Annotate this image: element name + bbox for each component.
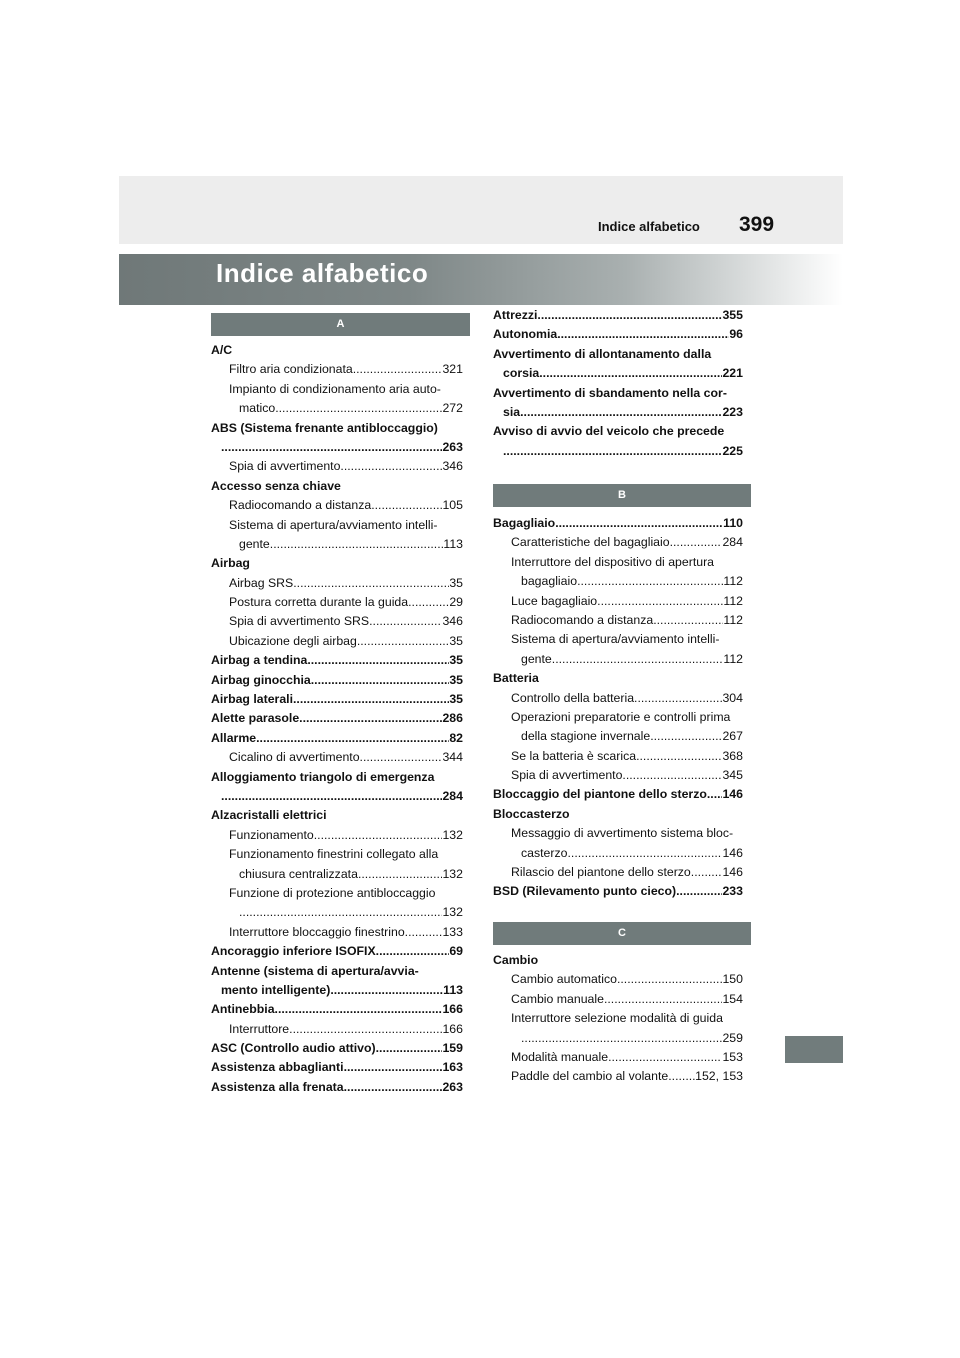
index-entry (211, 806, 463, 825)
entry-term: Attrezzi (493, 308, 538, 322)
entry-page-ref: 166 (442, 1002, 463, 1017)
entry-page-ref: 112 (723, 593, 743, 608)
entry-leader-dots (353, 360, 443, 379)
entry-term: Cambio (493, 953, 539, 967)
entry-term: matico (239, 401, 276, 416)
index-entry (211, 1020, 463, 1039)
entry-leader-dots (650, 727, 722, 746)
index-entry (493, 1029, 743, 1048)
index-entry (493, 533, 743, 552)
entry-page-ref: 368 (722, 748, 743, 763)
entry-term: Alzacristalli elettrici (211, 808, 327, 823)
index-entry (211, 923, 463, 942)
index-column-right-b (493, 514, 743, 902)
index-entry (493, 785, 743, 804)
entry-leader-dots (314, 826, 443, 845)
entry-term: Cambio manuale (511, 991, 604, 1006)
entry-page-ref: 35 (449, 692, 463, 707)
entry-leader-dots (405, 923, 443, 942)
entry-page-ref: 263 (442, 439, 463, 454)
index-entry (211, 457, 463, 476)
index-entry (211, 399, 463, 418)
entry-page-ref: 133 (442, 924, 463, 939)
entry-leader-dots (307, 651, 449, 670)
index-entry (211, 845, 463, 864)
index-entry (493, 824, 743, 843)
index-entry (211, 962, 463, 981)
index-column-left (211, 341, 463, 1097)
entry-leader-dots (376, 1039, 443, 1058)
entry-term: Rilascio del piantone dello sterzo (511, 865, 691, 880)
entry-term: ASC (Controllo audio attivo) (211, 1041, 376, 1056)
index-entry (211, 671, 463, 690)
entry-page-ref: 163 (442, 1060, 463, 1075)
page-title: Indice alfabetico (216, 258, 429, 288)
index-entry (211, 612, 463, 631)
entry-term: Interruttore selezione modalità di guida (511, 1011, 723, 1026)
index-entry (493, 384, 743, 403)
entry-page-ref: 286 (442, 711, 463, 726)
entry-term: Avvertimento di allontanamento dalla (493, 346, 712, 361)
header-band (119, 176, 843, 244)
entry-leader-dots (239, 903, 442, 922)
index-entry (493, 514, 743, 533)
index-entry (211, 903, 463, 922)
entry-term: Alloggiamento triangolo di emergenza (211, 769, 435, 784)
entry-term: chiusura centralizzata (239, 866, 358, 881)
entry-page-ref: 112 (723, 651, 743, 666)
entry-leader-dots (604, 990, 723, 1009)
index-entry (493, 882, 743, 901)
entry-leader-dots (358, 865, 443, 884)
index-entry (211, 593, 463, 612)
entry-leader-dots (344, 1058, 443, 1077)
index-entry (493, 970, 743, 989)
entry-term: Antenne (sistema di apertura/avvia- (211, 963, 419, 978)
entry-term: Airbag ginocchia (211, 672, 311, 687)
entry-term: casterzo (521, 845, 568, 860)
index-entry (493, 403, 743, 422)
entry-leader-dots (653, 611, 723, 630)
entry-leader-dots (221, 787, 442, 806)
index-entry (211, 360, 463, 379)
entry-leader-dots (376, 942, 450, 961)
entry-leader-dots (503, 442, 722, 461)
entry-leader-dots (369, 612, 442, 631)
entry-term: Controllo della batteria (511, 690, 635, 705)
index-entry (493, 1009, 743, 1028)
entry-term: gente (521, 651, 552, 666)
entry-term: Interruttore del dispositivo di apertura (511, 554, 715, 569)
index-entry (493, 442, 743, 461)
entry-page-ref: 113 (443, 536, 463, 551)
entry-leader-dots (552, 650, 724, 669)
entry-leader-dots (676, 882, 722, 901)
entry-page-ref: 35 (449, 575, 463, 590)
entry-leader-dots (539, 364, 722, 383)
index-entry (211, 690, 463, 709)
entry-term: Paddle del cambio al volante (511, 1069, 669, 1084)
index-entry (211, 341, 463, 360)
entry-page-ref: 259 (722, 1030, 743, 1045)
entry-term: Interruttore bloccaggio finestrino (229, 924, 405, 939)
entry-page-ref: 355 (722, 308, 743, 322)
entry-page-ref: 110 (723, 516, 743, 530)
entry-page-ref: 35 (449, 653, 463, 668)
entry-term: Batteria (493, 671, 539, 686)
entry-page-ref: 225 (722, 443, 743, 458)
index-entry (211, 535, 463, 554)
entry-term: Funzionamento (229, 827, 314, 842)
entry-leader-dots (408, 593, 449, 612)
index-entry (211, 438, 463, 457)
index-entry (211, 574, 463, 593)
entry-term: Bloccasterzo (493, 806, 570, 821)
index-entry (493, 747, 743, 766)
index-entry (211, 496, 463, 515)
entry-leader-dots (340, 457, 442, 476)
entry-leader-dots (299, 709, 442, 728)
entry-page-ref: 159 (442, 1041, 463, 1056)
entry-leader-dots (622, 766, 722, 785)
entry-leader-dots (371, 496, 442, 515)
page-number: 399 (739, 213, 775, 236)
entry-page-ref: 284 (722, 535, 743, 550)
entry-leader-dots (557, 325, 729, 344)
entry-term: Alette parasole (211, 711, 300, 726)
index-entry (493, 650, 743, 669)
entry-page-ref: 69 (449, 944, 463, 959)
entry-page-ref: 321 (442, 362, 463, 377)
entry-leader-dots (668, 1067, 695, 1086)
index-entry (493, 630, 743, 649)
entry-leader-dots (311, 671, 450, 690)
entry-leader-dots (537, 306, 722, 325)
entry-term: Accesso senza chiave (211, 478, 341, 493)
entry-term: Assistenza abbaglianti (211, 1060, 344, 1075)
index-entry (211, 1058, 463, 1077)
entry-page-ref: 146 (722, 865, 743, 880)
entry-page-ref: 150 (722, 972, 743, 987)
entry-term: Modalità manuale (511, 1049, 609, 1064)
entry-page-ref: 263 (442, 1079, 463, 1094)
entry-term: Allarme (211, 730, 257, 745)
entry-term: Luce bagagliaio (511, 593, 598, 608)
index-entry (211, 729, 463, 748)
entry-page-ref: 233 (722, 884, 743, 899)
entry-term: Funzionamento finestrini collegato alla (229, 847, 439, 862)
index-entry (493, 422, 743, 441)
entry-term: Assistenza alla frenata (211, 1079, 344, 1094)
entry-leader-dots (221, 438, 442, 457)
index-entry (211, 419, 463, 438)
index-entry (493, 364, 743, 383)
entry-term: Bloccaggio del piantone dello sterzo (493, 787, 707, 802)
index-entry (211, 516, 463, 535)
entry-term: Ubicazione degli airbag (229, 633, 357, 648)
entry-term: Cambio automatico (511, 972, 617, 987)
entry-term: Avviso di avvio del veicolo che precede (493, 424, 725, 439)
entry-leader-dots (357, 632, 449, 651)
entry-leader-dots (521, 1029, 722, 1048)
entry-leader-dots (597, 592, 723, 611)
entry-term: Operazioni preparatorie e controlli prima (511, 709, 731, 724)
entry-leader-dots (270, 535, 444, 554)
index-entry (211, 826, 463, 845)
index-entry (211, 1039, 463, 1058)
entry-page-ref: 132 (442, 866, 463, 881)
entry-page-ref: 346 (442, 614, 463, 629)
entry-page-ref: 304 (722, 690, 743, 705)
entry-term: Impianto di condizionamento aria auto- (229, 381, 441, 396)
index-entry (211, 380, 463, 399)
letter-heading-a: A (211, 313, 470, 336)
index-entry (493, 306, 743, 325)
entry-term: bagagliaio (521, 574, 578, 589)
entry-page-ref: 272 (442, 401, 463, 416)
index-entry (493, 844, 743, 863)
index-entry (493, 951, 743, 970)
entry-term: Antinebbia (211, 1002, 275, 1017)
entry-term: Funzione di protezione antibloccaggio (229, 885, 436, 900)
index-entry (493, 863, 743, 882)
index-entry (211, 787, 463, 806)
letter-heading-b: B (493, 484, 751, 507)
entry-term: ABS (Sistema frenante antibloccaggio) (211, 420, 438, 435)
entry-term: Spia di avvertimento (229, 459, 341, 474)
entry-leader-dots (670, 533, 723, 552)
entry-leader-dots (608, 1048, 722, 1067)
index-entry (211, 1078, 463, 1097)
index-entry (493, 1067, 743, 1086)
index-entry (493, 689, 743, 708)
entry-page-ref: 82 (449, 730, 463, 745)
index-entry (493, 766, 743, 785)
entry-term: sia (503, 404, 521, 419)
entry-leader-dots (555, 514, 723, 533)
entry-term: della stagione invernale (521, 729, 651, 744)
entry-page-ref: 154 (722, 991, 743, 1006)
entry-leader-dots (360, 748, 443, 767)
entry-leader-dots (275, 399, 442, 418)
entry-page-ref: 146 (722, 845, 743, 860)
entry-term: Airbag laterali (211, 692, 294, 707)
index-column-right-c (493, 951, 743, 1087)
entry-page-ref: 146 (722, 787, 743, 802)
index-entry (493, 669, 743, 688)
index-entry (211, 709, 463, 728)
entry-term: Bagagliaio (493, 516, 556, 530)
index-column-right-a (493, 306, 743, 461)
entry-term: gente (239, 536, 270, 551)
entry-page-ref: 223 (722, 404, 743, 419)
entry-page-ref: 112 (723, 612, 743, 627)
entry-term: Avvertimento di sbandamento nella cor- (493, 385, 727, 400)
entry-term: Spia di avvertimento (511, 768, 623, 783)
index-entry (211, 768, 463, 787)
entry-term: Cicalino di avvertimento (229, 750, 360, 765)
entry-page-ref: 35 (449, 672, 463, 687)
entry-page-ref: 344 (442, 750, 463, 765)
entry-term: corsia (503, 366, 540, 381)
index-entry (211, 477, 463, 496)
index-entry (493, 805, 743, 824)
index-entry (211, 942, 463, 961)
entry-leader-dots (293, 574, 449, 593)
entry-page-ref: 105 (442, 498, 463, 513)
index-entry (493, 325, 743, 344)
entry-leader-dots (344, 1078, 443, 1097)
entry-leader-dots (617, 970, 723, 989)
entry-leader-dots (577, 572, 723, 591)
entry-leader-dots (289, 1020, 442, 1039)
entry-leader-dots (691, 863, 723, 882)
entry-page-ref: 113 (443, 982, 463, 997)
index-entry (493, 708, 743, 727)
entry-term: Messaggio di avvertimento sistema bloc- (511, 826, 734, 841)
entry-page-ref: 152, 153 (695, 1069, 743, 1084)
entry-leader-dots (636, 747, 722, 766)
entry-term: Airbag SRS (229, 575, 294, 590)
entry-page-ref: 29 (449, 595, 463, 610)
entry-page-ref: 345 (722, 768, 743, 783)
entry-leader-dots (293, 690, 449, 709)
entry-page-ref: 166 (442, 1021, 463, 1036)
index-entry (493, 572, 743, 591)
index-entry (493, 1048, 743, 1067)
entry-term: Interruttore (229, 1021, 290, 1036)
index-entry (493, 592, 743, 611)
index-entry (211, 748, 463, 767)
index-entry (493, 553, 743, 572)
chapter-side-tab (785, 1036, 843, 1063)
entry-page-ref: 153 (722, 1049, 743, 1064)
index-entry (211, 554, 463, 573)
entry-term: Spia di avvertimento SRS (229, 614, 370, 629)
entry-term: Radiocomando a distanza (229, 498, 372, 513)
index-entry (211, 651, 463, 670)
index-entry (211, 884, 463, 903)
index-entry (493, 611, 743, 630)
entry-term: Airbag a tendina (211, 653, 308, 668)
entry-term: A/C (211, 343, 233, 357)
index-entry (493, 727, 743, 746)
entry-term: Radiocomando a distanza (511, 612, 654, 627)
entry-page-ref: 96 (729, 327, 743, 342)
index-entry (211, 865, 463, 884)
header-section-title: Indice alfabetico (598, 219, 700, 234)
index-entry (211, 1000, 463, 1019)
index-entry (211, 632, 463, 651)
entry-page-ref: 267 (722, 729, 743, 744)
entry-term: BSD (Rilevamento punto cieco) (493, 884, 677, 899)
entry-term: Autonomia (493, 327, 558, 342)
entry-page-ref: 132 (442, 905, 463, 920)
index-entry (493, 990, 743, 1009)
entry-leader-dots (634, 689, 722, 708)
entry-leader-dots (707, 785, 723, 804)
entry-term: Se la batteria è scarica (511, 748, 637, 763)
entry-term: Postura corretta durante la guida (229, 595, 409, 610)
entry-term: Filtro aria condizionata (229, 362, 353, 377)
entry-leader-dots (275, 1000, 443, 1019)
entry-leader-dots (567, 844, 722, 863)
entry-page-ref: 112 (723, 574, 743, 589)
entry-page-ref: 221 (722, 366, 743, 381)
entry-page-ref: 284 (442, 788, 463, 803)
entry-term: Sistema di apertura/avviamento intelli- (511, 632, 720, 647)
index-entry (493, 345, 743, 364)
entry-leader-dots (256, 729, 449, 748)
entry-page-ref: 346 (442, 459, 463, 474)
entry-leader-dots (330, 981, 443, 1000)
entry-page-ref: 132 (442, 827, 463, 842)
entry-term: Caratteristiche del bagagliaio (511, 535, 670, 550)
letter-heading-c: C (493, 922, 751, 945)
entry-term: Ancoraggio inferiore ISOFIX (211, 944, 376, 959)
index-entry (211, 981, 463, 1000)
entry-leader-dots (520, 403, 722, 422)
entry-page-ref: 35 (449, 633, 463, 648)
entry-term: Airbag (211, 556, 250, 571)
entry-term: mento intelligente) (221, 982, 331, 997)
entry-term: Sistema di apertura/avviamento intelli- (229, 517, 438, 532)
